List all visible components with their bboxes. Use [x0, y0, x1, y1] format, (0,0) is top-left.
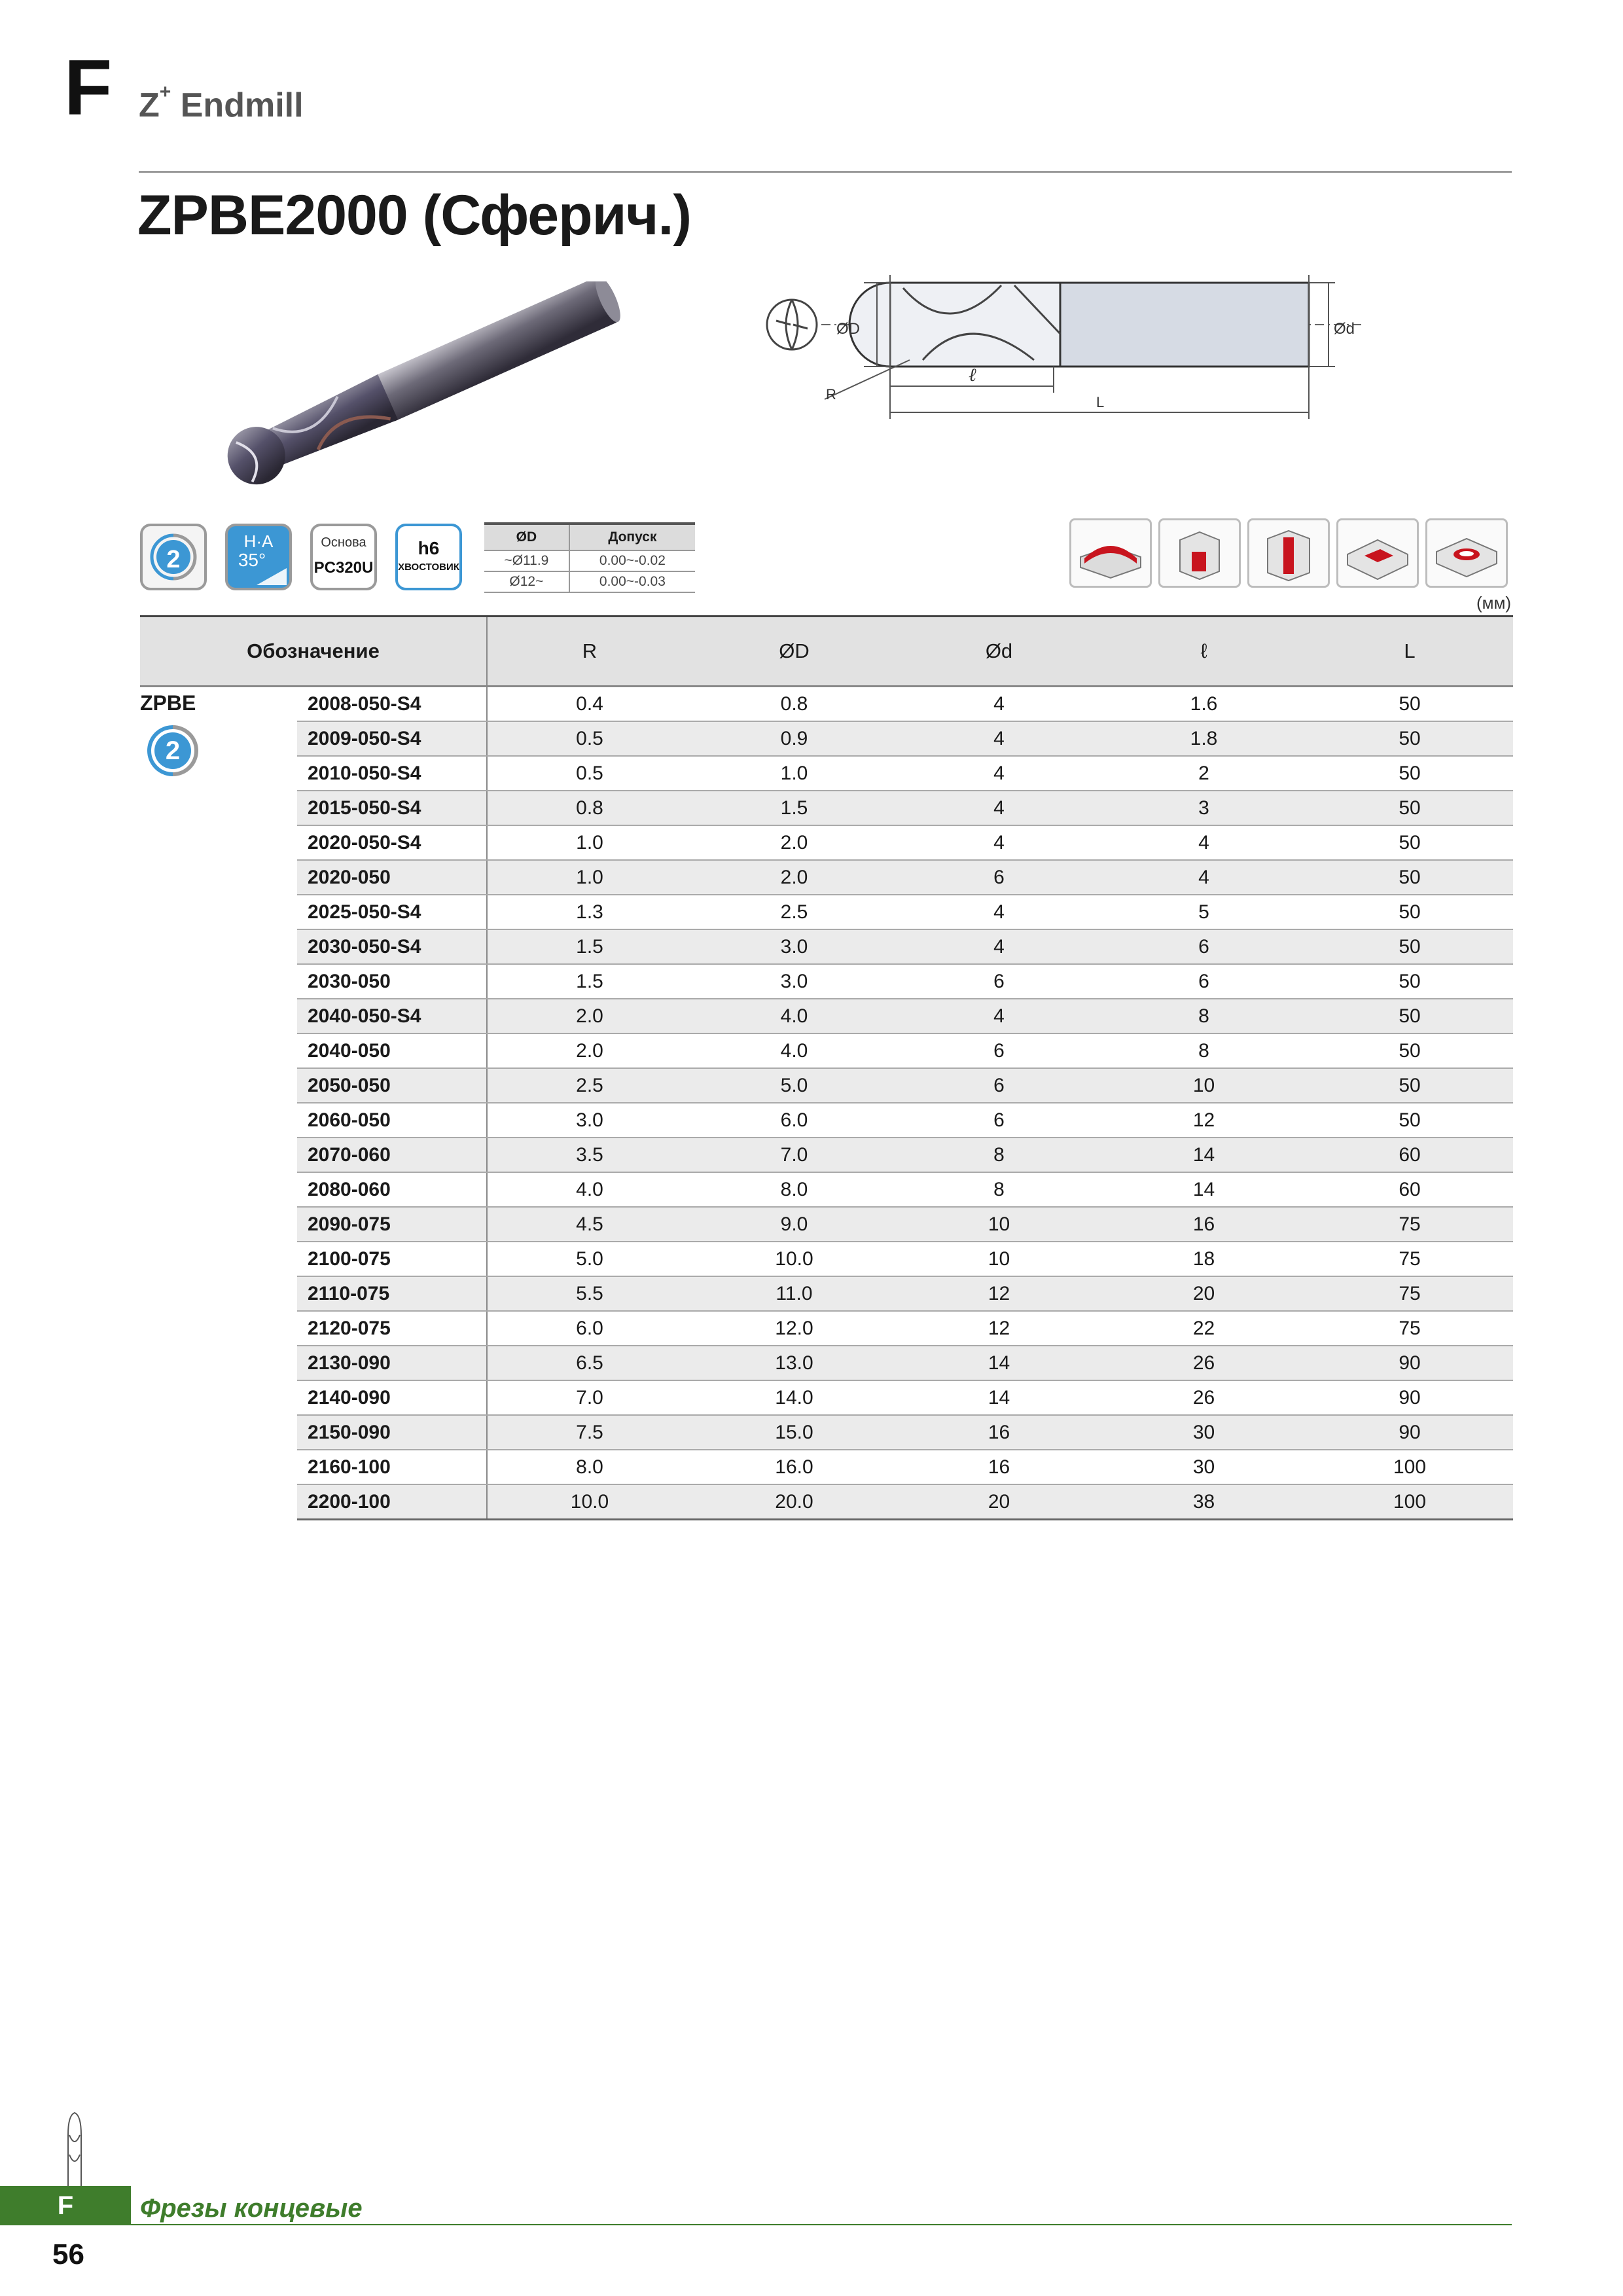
application-plunge-icon [1425, 518, 1508, 588]
flute-length-cell: 18 [1101, 1242, 1306, 1276]
designation-cell: 2009-050-S4 [297, 721, 487, 756]
table-row [140, 860, 1513, 895]
r-cell: 0.4 [487, 687, 692, 722]
total-length-cell: 60 [1306, 1172, 1513, 1207]
d-shank-cell: 6 [897, 964, 1101, 999]
r-cell: 1.5 [487, 964, 692, 999]
section-title-rest: Endmill [171, 86, 304, 124]
total-length-cell: 100 [1306, 1484, 1513, 1520]
table-row [140, 1207, 1513, 1242]
footer-section-tab: F [0, 2186, 131, 2225]
d-shank-cell: 6 [897, 1103, 1101, 1138]
flute-length-cell: 26 [1101, 1380, 1306, 1415]
d-shank-cell: 12 [897, 1276, 1101, 1311]
flute-length-cell: 22 [1101, 1311, 1306, 1346]
endmill-outline-icon [62, 2109, 88, 2194]
unit-label: (мм) [1476, 593, 1512, 613]
table-row [140, 999, 1513, 1033]
d-outer-cell: 9.0 [692, 1207, 897, 1242]
d-outer-cell: 1.0 [692, 756, 897, 791]
r-cell: 7.5 [487, 1415, 692, 1450]
designation-cell: 2080-060 [297, 1172, 487, 1207]
r-cell: 10.0 [487, 1484, 692, 1520]
series-cell [140, 687, 297, 1520]
header-designation: Обозначение [140, 617, 487, 687]
flute-length-cell: 14 [1101, 1172, 1306, 1207]
designation-cell: 2025-050-S4 [297, 895, 487, 929]
flute-length-cell: 8 [1101, 1033, 1306, 1068]
header-r: R [487, 617, 692, 687]
d-outer-cell: 4.0 [692, 999, 897, 1033]
d-shank-cell: 12 [897, 1311, 1101, 1346]
table-row [140, 929, 1513, 964]
application-pocket-icon [1336, 518, 1419, 588]
r-cell: 4.0 [487, 1172, 692, 1207]
d-outer-cell: 0.8 [692, 687, 897, 722]
r-cell: 1.3 [487, 895, 692, 929]
d-shank-cell: 4 [897, 825, 1101, 860]
d-outer-cell: 2.5 [692, 895, 897, 929]
total-length-cell: 75 [1306, 1276, 1513, 1311]
d-shank-cell: 10 [897, 1207, 1101, 1242]
total-length-cell: 90 [1306, 1346, 1513, 1380]
designation-cell: 2030-050-S4 [297, 929, 487, 964]
d-outer-cell: 12.0 [692, 1311, 897, 1346]
total-length-cell: 50 [1306, 687, 1513, 722]
r-cell: 2.5 [487, 1068, 692, 1103]
flute-length-cell: 1.6 [1101, 687, 1306, 722]
tolerance-header-d: ØD [484, 524, 569, 550]
table-row [140, 1033, 1513, 1068]
total-length-cell: 90 [1306, 1415, 1513, 1450]
total-length-cell: 50 [1306, 895, 1513, 929]
table-row [140, 1380, 1513, 1415]
d-outer-cell: 0.9 [692, 721, 897, 756]
d-outer-cell: 2.0 [692, 860, 897, 895]
flute-length-cell: 30 [1101, 1450, 1306, 1484]
table-row [140, 687, 1513, 722]
d-shank-cell: 14 [897, 1380, 1101, 1415]
d-shank-cell: 16 [897, 1415, 1101, 1450]
header-d-shank: Ød [897, 617, 1101, 687]
tolerance-header-tol: Допуск [569, 524, 695, 550]
helix-value: 35° [238, 550, 266, 570]
flute-length-cell: 4 [1101, 860, 1306, 895]
total-length-cell: 75 [1306, 1207, 1513, 1242]
d-outer-cell: 3.0 [692, 964, 897, 999]
d-shank-cell: 6 [897, 1033, 1101, 1068]
label-l: ℓ [969, 365, 976, 386]
table-row [140, 1138, 1513, 1172]
helix-angle-icon [225, 524, 292, 590]
tolerance-class: h6 [418, 538, 440, 558]
designation-cell: 2120-075 [297, 1311, 487, 1346]
footer-category-label: Фрезы концевые [140, 2194, 363, 2223]
table-row [140, 1242, 1513, 1276]
total-length-cell: 50 [1306, 964, 1513, 999]
d-outer-cell: 3.0 [692, 929, 897, 964]
d-shank-cell: 4 [897, 721, 1101, 756]
flute-length-cell: 30 [1101, 1415, 1306, 1450]
table-row [140, 721, 1513, 756]
tolerance-cell: 0.00~-0.02 [569, 550, 695, 571]
designation-cell: 2040-050 [297, 1033, 487, 1068]
d-outer-cell: 7.0 [692, 1138, 897, 1172]
designation-cell: 2020-050 [297, 860, 487, 895]
table-row [140, 1415, 1513, 1450]
series-name: ZPBE [140, 691, 196, 715]
flute-length-cell: 26 [1101, 1346, 1306, 1380]
flute-length-cell: 5 [1101, 895, 1306, 929]
designation-cell: 2015-050-S4 [297, 791, 487, 825]
d-shank-cell: 4 [897, 791, 1101, 825]
application-profiling-icon [1069, 518, 1152, 588]
designation-cell: 2020-050-S4 [297, 825, 487, 860]
r-cell: 0.8 [487, 791, 692, 825]
total-length-cell: 50 [1306, 1033, 1513, 1068]
designation-cell: 2200-100 [297, 1484, 487, 1520]
total-length-cell: 50 [1306, 999, 1513, 1033]
r-cell: 5.0 [487, 1242, 692, 1276]
d-outer-cell: 20.0 [692, 1484, 897, 1520]
d-shank-cell: 10 [897, 1242, 1101, 1276]
r-cell: 1.5 [487, 929, 692, 964]
flute-length-cell: 38 [1101, 1484, 1306, 1520]
table-row [140, 1103, 1513, 1138]
r-cell: 1.0 [487, 825, 692, 860]
d-shank-cell: 4 [897, 687, 1101, 722]
total-length-cell: 100 [1306, 1450, 1513, 1484]
shank-tolerance-icon [395, 524, 462, 590]
flute-length-cell: 6 [1101, 929, 1306, 964]
r-cell: 4.5 [487, 1207, 692, 1242]
flute-length-cell: 3 [1101, 791, 1306, 825]
label-d: Ød [1334, 320, 1355, 338]
table-row [140, 1311, 1513, 1346]
total-length-cell: 50 [1306, 1068, 1513, 1103]
application-slotting-icon [1247, 518, 1330, 588]
d-outer-cell: 13.0 [692, 1346, 897, 1380]
table-row [140, 825, 1513, 860]
tolerance-cell: ~Ø11.9 [484, 550, 569, 571]
table-row [140, 791, 1513, 825]
dimension-table [140, 615, 1513, 1520]
r-cell: 6.0 [487, 1311, 692, 1346]
table-row [140, 1346, 1513, 1380]
flute-length-cell: 10 [1101, 1068, 1306, 1103]
application-shoulder-icon [1158, 518, 1241, 588]
d-shank-cell: 4 [897, 999, 1101, 1033]
d-outer-cell: 2.0 [692, 825, 897, 860]
r-cell: 1.0 [487, 860, 692, 895]
designation-cell: 2010-050-S4 [297, 756, 487, 791]
designation-cell: 2160-100 [297, 1450, 487, 1484]
r-cell: 5.5 [487, 1276, 692, 1311]
total-length-cell: 75 [1306, 1242, 1513, 1276]
d-shank-cell: 6 [897, 860, 1101, 895]
d-shank-cell: 16 [897, 1450, 1101, 1484]
designation-cell: 2008-050-S4 [297, 687, 487, 722]
d-outer-cell: 15.0 [692, 1415, 897, 1450]
r-cell: 0.5 [487, 756, 692, 791]
designation-cell: 2130-090 [297, 1346, 487, 1380]
flutes-icon [140, 524, 207, 590]
footer-divider [131, 2224, 1512, 2225]
label-D: ØD [836, 320, 860, 338]
d-outer-cell: 1.5 [692, 791, 897, 825]
table-header-row [140, 617, 1513, 687]
header-divider [139, 171, 1512, 173]
section-letter: F [64, 44, 113, 132]
designation-cell: 2100-075 [297, 1242, 487, 1276]
total-length-cell: 50 [1306, 756, 1513, 791]
grade-icon [310, 524, 377, 590]
d-shank-cell: 4 [897, 929, 1101, 964]
r-cell: 3.5 [487, 1138, 692, 1172]
d-outer-cell: 6.0 [692, 1103, 897, 1138]
table-row [140, 1276, 1513, 1311]
flute-length-cell: 1.8 [1101, 721, 1306, 756]
r-cell: 8.0 [487, 1450, 692, 1484]
label-L: L [1096, 394, 1105, 410]
header-d-outer: ØD [692, 617, 897, 687]
tolerance-table [484, 522, 695, 593]
flutes-value: 2 [166, 546, 181, 573]
table-row [140, 756, 1513, 791]
r-cell: 0.5 [487, 721, 692, 756]
d-shank-cell: 14 [897, 1346, 1101, 1380]
page-number: 56 [52, 2238, 84, 2270]
d-shank-cell: 4 [897, 756, 1101, 791]
designation-cell: 2060-050 [297, 1103, 487, 1138]
dimension-drawing [753, 262, 1374, 439]
d-shank-cell: 8 [897, 1138, 1101, 1172]
total-length-cell: 50 [1306, 721, 1513, 756]
section-title [139, 81, 304, 125]
header-l-flute: ℓ [1101, 617, 1306, 687]
total-length-cell: 50 [1306, 1103, 1513, 1138]
section-title-prefix: Z [139, 86, 160, 124]
r-cell: 2.0 [487, 1033, 692, 1068]
table-row [140, 1068, 1513, 1103]
d-outer-cell: 5.0 [692, 1068, 897, 1103]
designation-cell: 2090-075 [297, 1207, 487, 1242]
d-outer-cell: 4.0 [692, 1033, 897, 1068]
series-flutes-value: 2 [165, 736, 181, 765]
helix-wedge-icon [254, 565, 289, 588]
header-l-total: L [1306, 617, 1513, 687]
d-shank-cell: 4 [897, 895, 1101, 929]
total-length-cell: 50 [1306, 860, 1513, 895]
tolerance-header-row [484, 524, 695, 550]
table-body [140, 687, 1513, 1520]
helix-label: H·A [243, 531, 274, 551]
total-length-cell: 60 [1306, 1138, 1513, 1172]
grade-value: PC320U [313, 559, 374, 577]
table-row [140, 895, 1513, 929]
flute-length-cell: 6 [1101, 964, 1306, 999]
d-outer-cell: 11.0 [692, 1276, 897, 1311]
flute-length-cell: 16 [1101, 1207, 1306, 1242]
label-R: R [826, 386, 836, 403]
endmill-photo [190, 281, 648, 491]
tolerance-row [484, 550, 695, 571]
flute-length-cell: 4 [1101, 825, 1306, 860]
r-cell: 2.0 [487, 999, 692, 1033]
tolerance-sub: ХВОСТОВИК [398, 562, 459, 573]
grade-label: Основа [321, 535, 366, 550]
r-cell: 6.5 [487, 1346, 692, 1380]
table-row [140, 964, 1513, 999]
tolerance-cell: Ø12~ [484, 571, 569, 592]
d-shank-cell: 20 [897, 1484, 1101, 1520]
d-shank-cell: 6 [897, 1068, 1101, 1103]
total-length-cell: 90 [1306, 1380, 1513, 1415]
designation-cell: 2070-060 [297, 1138, 487, 1172]
total-length-cell: 50 [1306, 825, 1513, 860]
flute-length-cell: 14 [1101, 1138, 1306, 1172]
table-row [140, 1484, 1513, 1520]
total-length-cell: 50 [1306, 791, 1513, 825]
d-outer-cell: 14.0 [692, 1380, 897, 1415]
total-length-cell: 50 [1306, 929, 1513, 964]
designation-cell: 2040-050-S4 [297, 999, 487, 1033]
d-outer-cell: 8.0 [692, 1172, 897, 1207]
section-title-sup: + [159, 81, 171, 103]
r-cell: 3.0 [487, 1103, 692, 1138]
flute-length-cell: 20 [1101, 1276, 1306, 1311]
d-outer-cell: 16.0 [692, 1450, 897, 1484]
flute-length-cell: 2 [1101, 756, 1306, 791]
tolerance-cell: 0.00~-0.03 [569, 571, 695, 592]
designation-cell: 2050-050 [297, 1068, 487, 1103]
flute-length-cell: 8 [1101, 999, 1306, 1033]
table-row [140, 1172, 1513, 1207]
r-cell: 7.0 [487, 1380, 692, 1415]
designation-cell: 2150-090 [297, 1415, 487, 1450]
total-length-cell: 75 [1306, 1311, 1513, 1346]
table-row [140, 1450, 1513, 1484]
designation-cell: 2140-090 [297, 1380, 487, 1415]
flute-length-cell: 12 [1101, 1103, 1306, 1138]
designation-cell: 2110-075 [297, 1276, 487, 1311]
d-outer-cell: 10.0 [692, 1242, 897, 1276]
d-shank-cell: 8 [897, 1172, 1101, 1207]
product-title: ZPBE2000 (Сферич.) [137, 184, 691, 247]
designation-cell: 2030-050 [297, 964, 487, 999]
tolerance-row [484, 571, 695, 592]
series-flutes-icon [147, 725, 199, 777]
